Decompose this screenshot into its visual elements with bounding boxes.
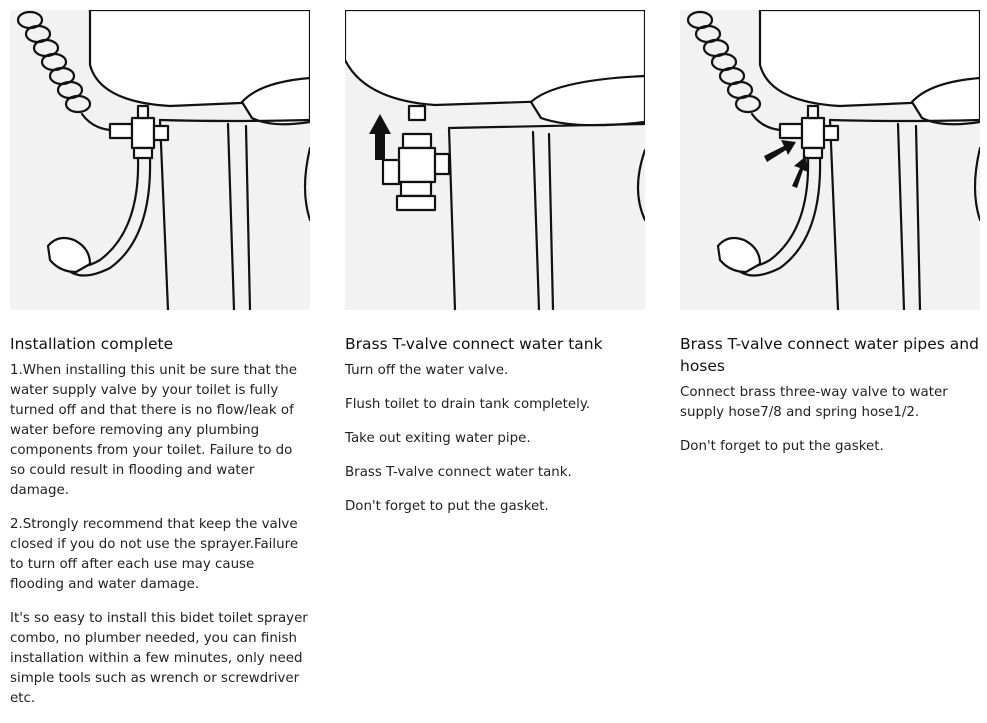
panel-title: Brass T-valve connect water pipes and hoses — [680, 335, 979, 375]
paragraph: It's so easy to install this bidet toilet sprayer combo, no plumber needed, you can finish installation within a few minutes, only need simple tools such as wrench or screwdriver etc. — [10, 611, 308, 706]
paragraph: 2.Strongly recommend that keep the valve closed if you do not use the sprayer.Failure to turn off after each use may cause flooding and water damage. — [10, 517, 299, 592]
paragraph: Flush toilet to drain tank completely. — [345, 397, 591, 412]
panel-body — [10, 361, 310, 723]
panel-title: Brass T-valve connect water tank — [345, 335, 603, 353]
panel-body — [345, 361, 645, 531]
paragraph: Don't forget to put the gasket. — [345, 499, 549, 514]
paragraph: 1.When installing this unit be sure that the water supply valve by your toilet is fully turned off and that there is no flow/leak of water before removing any plumbing components from your toilet. Failure to do so could result in flooding and water damage. — [10, 363, 298, 498]
tvalve-to-hoses-illustration — [680, 10, 980, 310]
tvalve-to-tank-illustration — [345, 10, 645, 310]
panel-title: Installation complete — [10, 335, 174, 353]
paragraph: Take out exiting water pipe. — [345, 431, 531, 446]
paragraph: Connect brass three-way valve to water supply hose7/8 and spring hose1/2. — [680, 385, 948, 420]
toilet-hose-connected-illustration — [10, 10, 310, 310]
paragraph: Don't forget to put the gasket. — [680, 439, 884, 454]
paragraph: Turn off the water valve. — [345, 363, 509, 378]
paragraph: Brass T-valve connect water tank. — [345, 465, 572, 480]
panel-body — [680, 383, 980, 471]
